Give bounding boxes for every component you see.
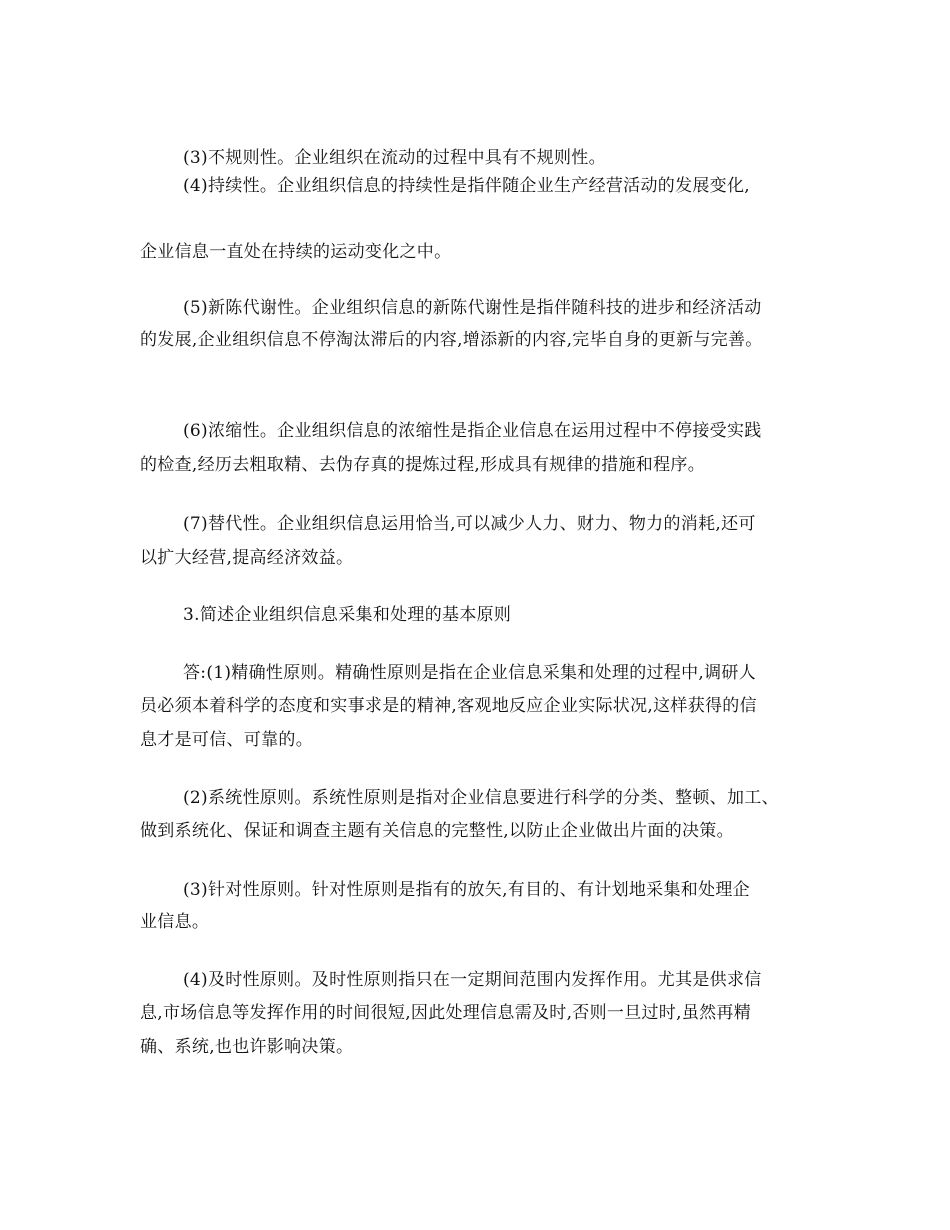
paragraph-line: 做到系统化、保证和调查主题有关信息的完整性,以防止企业做出片面的决策。	[140, 821, 734, 841]
paragraph-line: 的检查,经历去粗取精、去伪存真的提炼过程,形成具有规律的措施和程序。	[140, 455, 706, 475]
paragraph-line: 以扩大经营,提高经济效益。	[140, 548, 354, 568]
paragraph-line: (7)替代性。企业组织信息运用恰当,可以减少人力、财力、物力的消耗,还可	[183, 514, 756, 534]
paragraph-line: (4)及时性原则。及时性原则指只在一定期间范围内发挥作用。尤其是供求信	[183, 970, 762, 990]
paragraph-line: 息才是可信、可靠的。	[140, 730, 313, 750]
paragraph-line: (4)持续性。企业组织信息的持续性是指伴随企业生产经营活动的发展变化,	[183, 176, 750, 196]
paragraph-line: 员必须本着科学的态度和实事求是的精神,客观地反应企业实际状况,这样获得的信	[140, 696, 757, 716]
paragraph-line: (6)浓缩性。企业组织信息的浓缩性是指企业信息在运用过程中不停接受实践	[183, 421, 762, 441]
paragraph-line: 企业信息一直处在持续的运动变化之中。	[140, 242, 452, 262]
paragraph-line: 息,市场信息等发挥作用的时间很短,因此处理信息需及时,否则一旦过时,虽然再精	[140, 1003, 752, 1023]
section-heading-text: 3.简述企业组织信息采集和处理的基本原则	[183, 605, 512, 625]
paragraph-line: 确、系统,也也许影响决策。	[140, 1037, 354, 1057]
paragraph-line: 业信息。	[140, 912, 210, 932]
paragraph-line: (2)系统性原则。系统性原则是指对企业信息要进行科学的分类、整顿、加工、	[183, 788, 779, 808]
paragraph-line: 的发展,企业组织信息不停淘汰滞后的内容,增添新的内容,完毕自身的更新与完善。	[140, 330, 763, 350]
paragraph-line: (5)新陈代谢性。企业组织信息的新陈代谢性是指伴随科技的进步和经济活动	[183, 298, 762, 318]
paragraph-line: 答:(1)精确性原则。精确性原则是指在企业信息采集和处理的过程中,调研人	[183, 663, 757, 683]
paragraph-line: (3)不规则性。企业组织在流动的过程中具有不规则性。	[183, 148, 606, 168]
paragraph-line: (3)针对性原则。针对性原则是指有的放矢,有目的、有计划地采集和处理企	[183, 880, 750, 900]
